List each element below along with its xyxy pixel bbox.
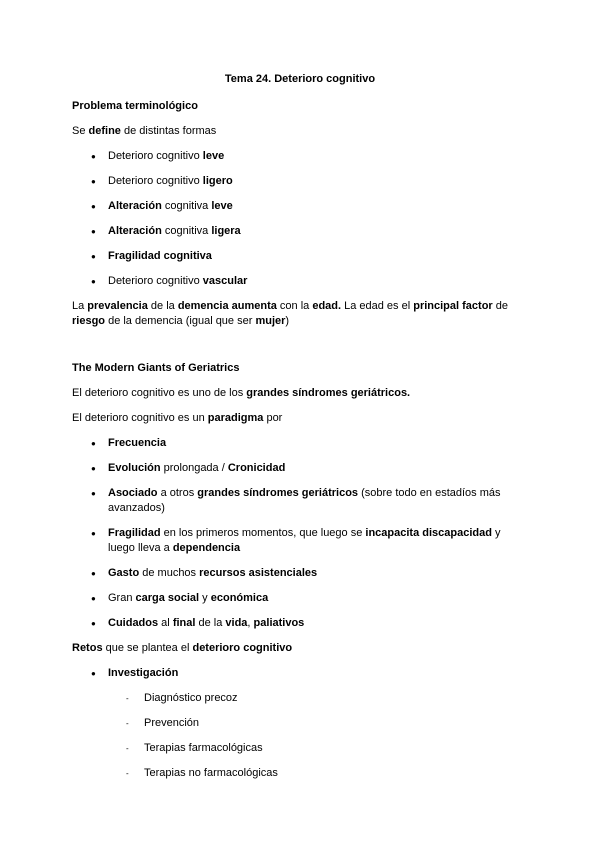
section-heading-giants: The Modern Giants of Geriatrics <box>72 362 240 374</box>
text-run-bold: define <box>88 125 121 137</box>
terminology-list <box>72 149 528 289</box>
list-item: ● Investigación - Diagnóstico precoz - Prevención - Terapias farmacológicas - Terapias no farmacológicas <box>72 666 528 781</box>
list-item: ● Gran carga social y económica <box>72 591 528 606</box>
text-run: de distintas formas <box>120 125 217 137</box>
section-heading-terminology: Problema terminológico <box>72 100 198 112</box>
list-item: ● Evolución prolongada / Cronicidad <box>72 461 528 476</box>
list-item: ● Deterioro cognitivo ligero <box>72 174 528 189</box>
challenges-list <box>72 666 528 781</box>
list-item: ● Fragilidad en los primeros momentos, que luego se incapacita discapacidad y luego lleva a dependencia <box>72 526 528 556</box>
list-item: ● Deterioro cognitivo vascular <box>72 274 528 289</box>
challenges-intro: Retos que se plantea el deterioro cognitivo <box>72 642 293 654</box>
list-item: ● Fragilidad cognitiva <box>72 249 528 264</box>
paradigm-list <box>72 436 528 631</box>
list-item: ● Asociado a otros grandes síndromes geriátricos (sobre todo en estadíos más avanzados) <box>72 486 528 516</box>
list-item: ● Cuidados al final de la vida, paliativos <box>72 616 528 631</box>
sublist-item: - Prevención <box>108 716 528 731</box>
giants-paragraph-2: El deterioro cognitivo es un paradigma por <box>72 412 283 424</box>
sublist-item: - Terapias no farmacológicas <box>108 766 528 781</box>
list-item: ● Gasto de muchos recursos asistenciales <box>72 566 528 581</box>
list-item: ● Alteración cognitiva leve <box>72 199 528 214</box>
research-sublist <box>108 691 528 781</box>
spacer <box>72 339 528 361</box>
giants-paragraph-1: El deterioro cognitivo es uno de los grandes síndromes geriátricos. <box>72 387 411 399</box>
text-run: Se <box>72 125 89 137</box>
list-item: ● Frecuencia <box>72 436 528 451</box>
list-item: ● Deterioro cognitivo leve <box>72 149 528 164</box>
sublist-item: - Terapias farmacológicas <box>108 741 528 756</box>
sublist-item: - Diagnóstico precoz <box>108 691 528 706</box>
prevalence-paragraph: La prevalencia de la demencia aumenta con la edad. La edad es el principal factor de riesgo de la demencia (igual que ser mujer) <box>72 300 508 327</box>
terminology-intro <box>72 124 528 139</box>
document-title: Tema 24. Deterioro cognitivo <box>224 73 376 85</box>
list-item: ● Alteración cognitiva ligera <box>72 224 528 239</box>
